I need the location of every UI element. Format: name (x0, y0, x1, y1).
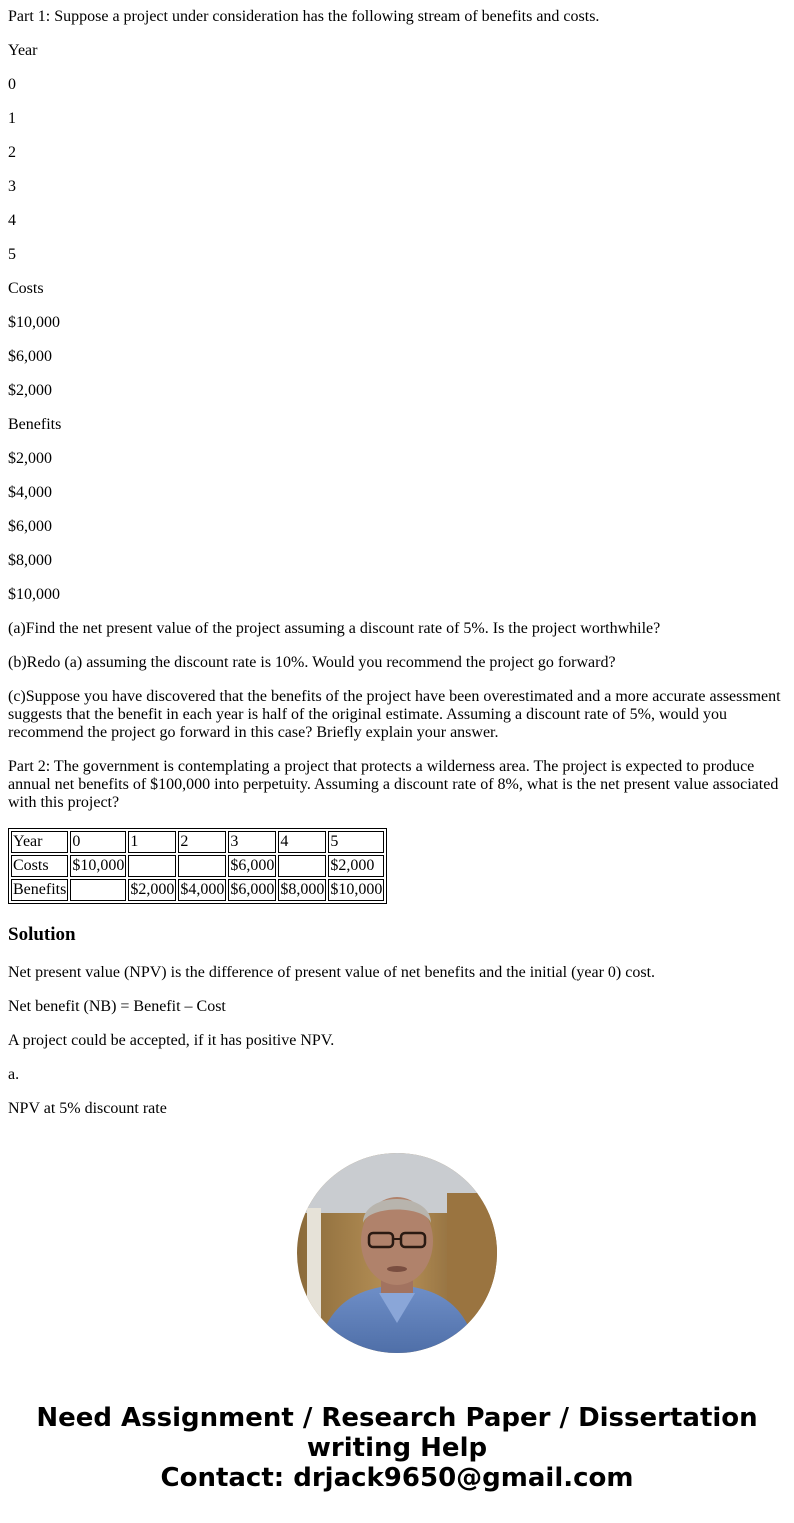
flat-line: 3 (8, 178, 16, 195)
table-row (11, 879, 384, 901)
flat-line: $4,000 (8, 484, 52, 501)
promo-line: writing Help (306, 1433, 488, 1463)
table-cell (278, 855, 326, 877)
flat-line: $10,000 (8, 586, 60, 603)
table-cell: 0 (70, 831, 126, 853)
question-intro: Part 1: Suppose a project under consideration has the following stream of benefits and costs. (8, 8, 600, 25)
solution-paragraph: a. (8, 1066, 20, 1083)
flat-line: $2,000 (8, 382, 52, 399)
solution-paragraph: Net benefit (NB) = Benefit – Cost (8, 998, 226, 1015)
table-cell: $10,000 (328, 879, 384, 901)
table-cell (70, 879, 126, 901)
table-cell: 4 (278, 831, 326, 853)
flat-line: $6,000 (8, 518, 52, 535)
question-part-c: (c)Suppose you have discovered that the benefits of the project have been overestimated and a more accurate assessment suggests that the benefit in each year is half of the original estimate. Assuming a discount rate of 5%, would you recommend the project go forward in this case? Briefly explain your answer. (8, 688, 781, 741)
flat-line: $8,000 (8, 552, 52, 569)
flat-line: 0 (8, 76, 16, 93)
promo-contact: Contact: drjack9650@gmail.com (160, 1463, 634, 1493)
table-cell: $10,000 (70, 855, 126, 877)
table-cell: 1 (128, 831, 176, 853)
cost-benefit-table (8, 828, 387, 904)
solution-paragraph: A project could be accepted, if it has positive NPV. (8, 1032, 335, 1049)
flat-line: Benefits (8, 416, 62, 433)
flat-line: Year (8, 42, 38, 59)
table-cell: 3 (228, 831, 276, 853)
flat-line: 2 (8, 144, 16, 161)
flat-line: 5 (8, 246, 16, 263)
table-cell: $8,000 (278, 879, 326, 901)
table-cell (128, 855, 176, 877)
question-part-b: (b)Redo (a) assuming the discount rate is 10%. Would you recommend the project go forward? (8, 654, 616, 671)
table-cell: Costs (11, 855, 68, 877)
table-cell: $4,000 (178, 879, 226, 901)
flat-line: $6,000 (8, 348, 52, 365)
flat-line: 4 (8, 212, 16, 229)
promo-banner (0, 1403, 794, 1493)
question-part-2: Part 2: The government is contemplating a project that protects a wilderness area. The project is expected to produce annual net benefits of $100,000 into perpetuity. Assuming a discount rate of 8%, what is the net present value associated with this project? (8, 758, 779, 811)
table-cell (178, 855, 226, 877)
solution-paragraph: Net present value (NPV) is the difference of present value of net benefits and the initial (year 0) cost. (8, 964, 656, 981)
table-row (11, 855, 384, 877)
table-cell: $6,000 (228, 879, 276, 901)
flat-line: Costs (8, 280, 44, 297)
question-part-a: (a)Find the net present value of the project assuming a discount rate of 5%. Is the project worthwhile? (8, 620, 661, 637)
solution-heading: Solution (8, 924, 76, 945)
table-cell: $2,000 (328, 855, 384, 877)
solution-paragraph: NPV at 5% discount rate (8, 1100, 167, 1117)
flat-line: 1 (8, 110, 16, 127)
table-cell: Benefits (11, 879, 68, 901)
table-cell: $6,000 (228, 855, 276, 877)
flat-line: $10,000 (8, 314, 60, 331)
tutor-avatar (297, 1153, 497, 1353)
table-row (11, 831, 384, 853)
promo-line: Need Assignment / Research Paper / Dissertation (36, 1403, 758, 1433)
table-cell: 2 (178, 831, 226, 853)
table-cell: Year (11, 831, 68, 853)
tutor-photo-icon (297, 1153, 497, 1353)
table-cell: $2,000 (128, 879, 176, 901)
flat-line: $2,000 (8, 450, 52, 467)
table-cell: 5 (328, 831, 384, 853)
